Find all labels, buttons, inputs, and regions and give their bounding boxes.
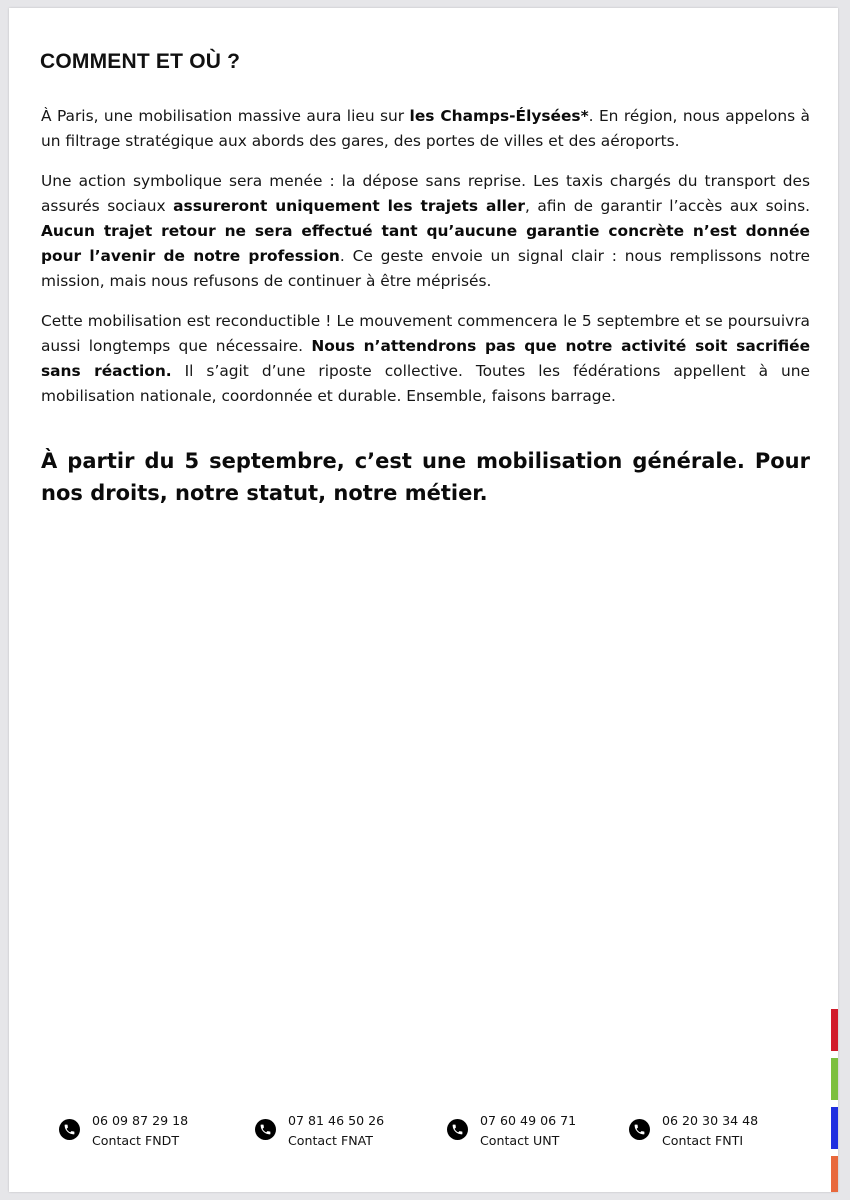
paragraph-segment-bold: Nous n’attendrons pas que notre activité soit sacrifiée sans réaction. — [41, 337, 811, 380]
contact-fnat[interactable] — [255, 1111, 384, 1151]
paragraph-action — [41, 169, 810, 294]
phone-icon — [629, 1119, 650, 1140]
color-strip-orange — [831, 1156, 838, 1192]
paragraph-segment-bold: Aucun trajet retour ne sera effectué tant qu’aucune garantie concrète n’est donnée pour l’avenir de notre profession — [41, 222, 810, 265]
contact-text — [288, 1111, 384, 1151]
contact-phone[interactable]: 07 60 49 06 71 — [480, 1113, 577, 1128]
paragraph-segment: Il s’agit d’une riposte collective. Toutes les fédérations appellent à une mobilisation nationale, coordonnée et durable. Ensemble, faisons barrage. — [41, 362, 810, 405]
contact-fndt[interactable] — [59, 1111, 188, 1151]
phone-icon — [447, 1119, 468, 1140]
page-heading: COMMENT ET OÙ ? — [40, 50, 241, 73]
contact-label: Contact FNAT — [288, 1133, 373, 1148]
contact-phone[interactable]: 06 20 30 34 48 — [662, 1113, 759, 1128]
color-strip — [831, 1009, 838, 1192]
paragraph-segment: . En région, nous appelons à un filtrage stratégique aux abords des gares, des portes de villes et des aéroports. — [41, 107, 810, 150]
contact-phone[interactable]: 06 09 87 29 18 — [92, 1113, 189, 1128]
contacts-footer — [9, 1111, 838, 1151]
contact-phone[interactable]: 07 81 46 50 26 — [288, 1113, 385, 1128]
conclusion-statement: À partir du 5 septembre, c’est une mobilisation générale. Pour nos droits, notre statut, notre métier. — [41, 449, 810, 505]
paragraph-segment: À Paris, une mobilisation massive aura lieu sur — [41, 107, 410, 125]
contact-unt[interactable] — [447, 1111, 576, 1151]
contact-label: Contact UNT — [480, 1133, 560, 1148]
paragraph-segment-bold: les Champs-Élysées* — [409, 107, 589, 125]
paragraph-segment: , afin de garantir l’accès aux soins. — [524, 197, 810, 215]
body-text — [41, 104, 810, 424]
color-strip-green — [831, 1058, 838, 1100]
paragraph-location — [41, 104, 810, 154]
paragraph-segment-bold: assureront uniquement les trajets aller — [173, 197, 525, 215]
paragraph-segment: Une action symbolique sera menée : la dépose sans reprise. Les taxis chargés du transport des assurés sociaux — [41, 172, 810, 215]
contact-label: Contact FNTI — [662, 1133, 744, 1148]
phone-icon — [255, 1119, 276, 1140]
paragraph-segment: Cette mobilisation est reconductible ! Le mouvement commencera le 5 septembre et se poursuivra aussi longtemps que nécessaire. — [41, 312, 810, 355]
contact-fnti[interactable] — [629, 1111, 758, 1151]
paragraph-reconductible — [41, 309, 810, 409]
contact-text — [480, 1111, 576, 1151]
contact-label: Contact FNDT — [92, 1133, 180, 1148]
phone-icon — [59, 1119, 80, 1140]
paragraph-segment: . Ce geste envoie un signal clair : nous remplissons notre mission, mais nous refusons de continuer à être méprisés. — [41, 247, 811, 290]
color-strip-red — [831, 1009, 838, 1051]
document-page — [9, 8, 838, 1192]
contact-text — [662, 1111, 758, 1151]
contact-text — [92, 1111, 188, 1151]
